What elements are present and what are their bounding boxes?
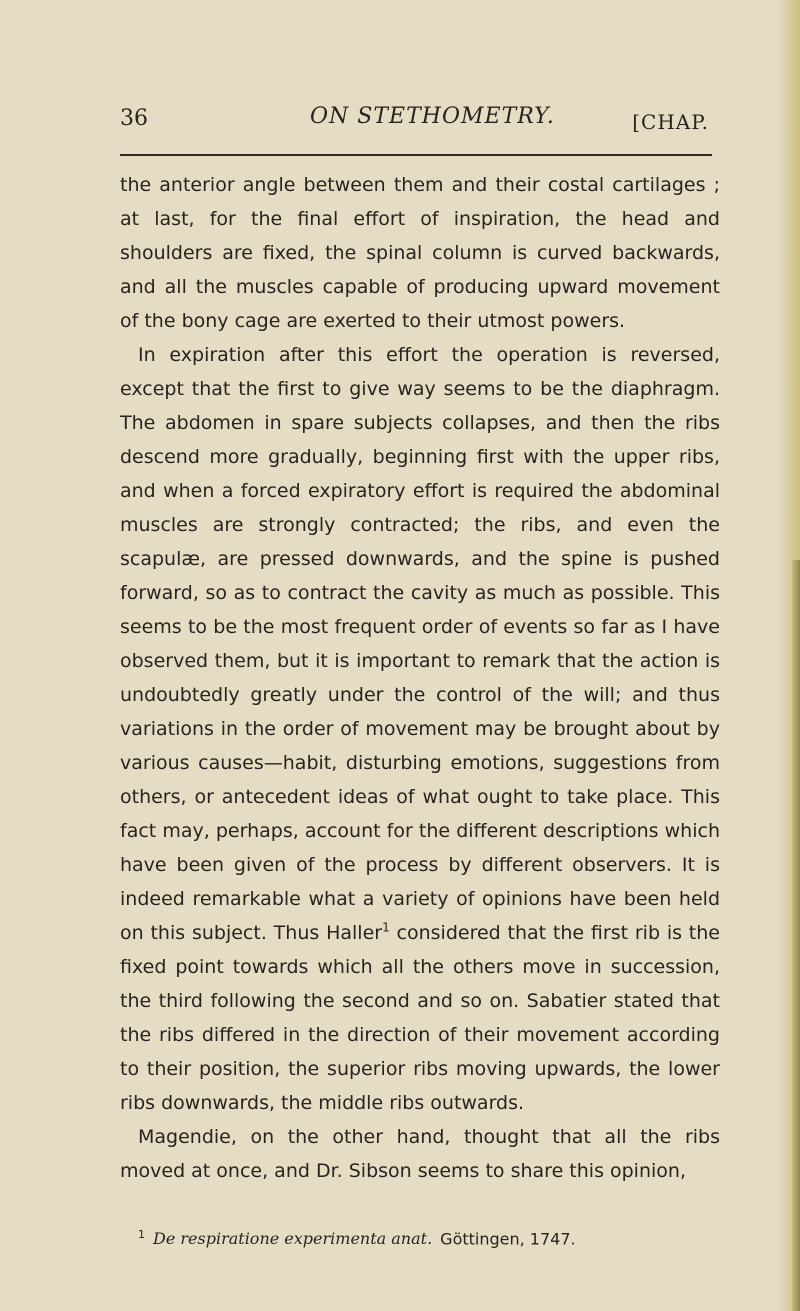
page-edge-dark	[792, 560, 800, 1311]
paragraph	[120, 338, 720, 1120]
header-rule	[120, 154, 712, 156]
footnote-reference: 1	[382, 920, 390, 935]
footnote-title: De respiratione experimenta anat.	[153, 1229, 433, 1249]
chapter-marker: [CHAP.	[632, 110, 709, 134]
paragraph-text: considered that the first rib is the fixed point towards which all the others move in succession, the third following the second and so on. Sabatier stated that the ribs differed in the direction of their movement according to their position, the superior ribs moving upwards, the lower ribs downwards, the middle ribs outwards.	[120, 922, 720, 1114]
paragraph: Magendie, on the other hand, thought that all the ribs moved at once, and Dr. Sibson seems to share this opinion,	[120, 1126, 720, 1182]
body-text	[120, 168, 720, 1188]
paragraph-text: In expiration after this effort the operation is reversed, except that the first to give way seems to be the diaphragm. The abdomen in spare subjects collapses, and then the ribs descend more gradually, beginning first with the upper ribs, and when a forced expiratory effort is required the abdominal muscles are strongly contracted; the ribs, and even the scapulæ, are pressed downwards, and the spine is pushed forward, so as to contract the cavity as much as possible. This seems to be the most frequent order of events so far as I have observed them, but it is important to remark that the action is undoubtedly greatly under the control of the will; and thus variations in the order of movement may be brought about by various causes—habit, disturbing emotions, suggestions from others, or antecedent ideas of what ought to take place. This fact may, perhaps, account for the different descriptions which have been given of the process by different observers. It is indeed remarkable what a variety of opinions have been held on this subject. Thus Haller	[120, 344, 720, 944]
page-number: 36	[120, 106, 148, 131]
running-title: ON STETHOMETRY.	[310, 104, 555, 129]
footnote-citation: Göttingen, 1747.	[440, 1229, 576, 1249]
footnote-marker: 1	[138, 1228, 145, 1241]
running-header	[120, 100, 715, 142]
paragraph: the anterior angle between them and their costal cartilages ; at last, for the final effort of inspiration, the head and shoulders are fixed, the spinal column is curved backwards, and all the muscles capable of producing upward movement of the bony cage are exerted to their utmost powers.	[120, 174, 720, 332]
footnote	[138, 1224, 718, 1250]
